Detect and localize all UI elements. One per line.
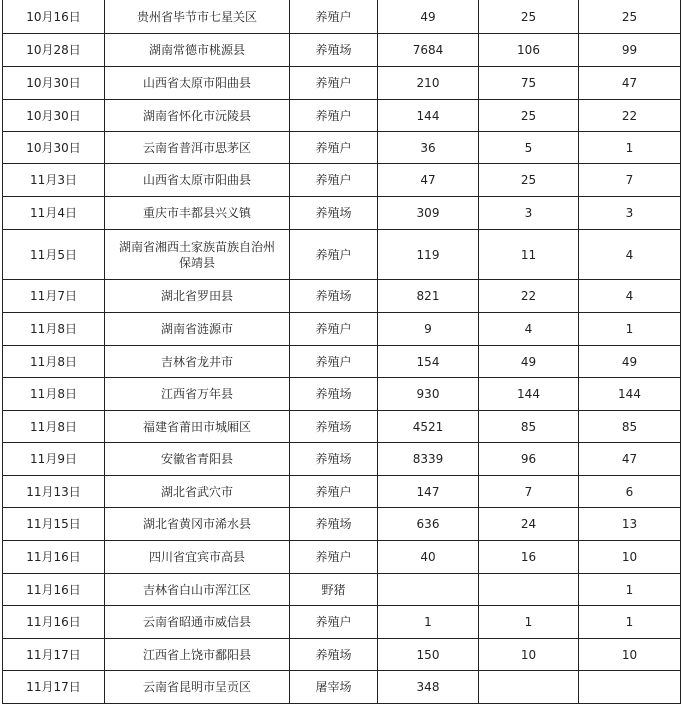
- date-cell: 11月8日: [3, 313, 105, 346]
- date-cell: 11月3日: [3, 164, 105, 197]
- death-count-cell: 47: [579, 67, 681, 100]
- stock-count-cell: 309: [378, 197, 479, 230]
- farm-type-cell: 养殖场: [290, 34, 378, 67]
- stock-count-cell: 7684: [378, 34, 479, 67]
- farm-type-cell: 养殖户: [290, 541, 378, 574]
- stock-count-cell: 49: [378, 0, 479, 34]
- death-count-cell: 25: [579, 0, 681, 34]
- location-cell: 云南省昆明市呈贡区: [105, 671, 290, 704]
- infected-count-cell: 1: [479, 606, 579, 639]
- date-cell: 11月17日: [3, 671, 105, 704]
- infected-count-cell: 24: [479, 508, 579, 541]
- infected-count-cell: 16: [479, 541, 579, 574]
- death-count-cell: 85: [579, 411, 681, 443]
- location-cell: 重庆市丰都县兴义镇: [105, 197, 290, 230]
- table-row: [3, 346, 681, 378]
- date-cell: 11月8日: [3, 346, 105, 378]
- infected-count-cell: 49: [479, 346, 579, 378]
- table-row: [3, 280, 681, 313]
- death-count-cell: 4: [579, 280, 681, 313]
- infected-count-cell: 106: [479, 34, 579, 67]
- date-cell: 11月7日: [3, 280, 105, 313]
- location-cell: 湖北省武穴市: [105, 476, 290, 508]
- farm-type-cell: 养殖户: [290, 230, 378, 280]
- stock-count-cell: 636: [378, 508, 479, 541]
- death-count-cell: 144: [579, 378, 681, 411]
- farm-type-cell: 养殖场: [290, 443, 378, 476]
- table-row: [3, 230, 681, 280]
- date-cell: 11月4日: [3, 197, 105, 230]
- infected-count-cell: [479, 574, 579, 606]
- location-cell: 湖北省黄冈市浠水县: [105, 508, 290, 541]
- death-count-cell: 3: [579, 197, 681, 230]
- infected-count-cell: 10: [479, 639, 579, 671]
- table-row: [3, 100, 681, 132]
- farm-type-cell: 野猪: [290, 574, 378, 606]
- table-row: [3, 0, 681, 34]
- location-cell: 江西省上饶市鄱阳县: [105, 639, 290, 671]
- location-cell: 湖北省罗田县: [105, 280, 290, 313]
- death-count-cell: 1: [579, 132, 681, 164]
- death-count-cell: 49: [579, 346, 681, 378]
- infected-count-cell: 85: [479, 411, 579, 443]
- death-count-cell: 1: [579, 313, 681, 346]
- farm-type-cell: 养殖场: [290, 411, 378, 443]
- infected-count-cell: 75: [479, 67, 579, 100]
- death-count-cell: 1: [579, 574, 681, 606]
- stock-count-cell: 9: [378, 313, 479, 346]
- farm-type-cell: 养殖场: [290, 280, 378, 313]
- farm-type-cell: 养殖场: [290, 508, 378, 541]
- death-count-cell: 4: [579, 230, 681, 280]
- infected-count-cell: 144: [479, 378, 579, 411]
- location-cell: 福建省莆田市城厢区: [105, 411, 290, 443]
- death-count-cell: 22: [579, 100, 681, 132]
- infected-count-cell: 25: [479, 100, 579, 132]
- location-cell: 湖南常德市桃源县: [105, 34, 290, 67]
- table-row: [3, 443, 681, 476]
- farm-type-cell: 养殖户: [290, 132, 378, 164]
- table-row: [3, 411, 681, 443]
- table-row: [3, 313, 681, 346]
- death-count-cell: 13: [579, 508, 681, 541]
- farm-type-cell: 养殖户: [290, 100, 378, 132]
- stock-count-cell: 47: [378, 164, 479, 197]
- table-row: [3, 132, 681, 164]
- infected-count-cell: 25: [479, 164, 579, 197]
- death-count-cell: 99: [579, 34, 681, 67]
- date-cell: 10月30日: [3, 67, 105, 100]
- date-cell: 10月30日: [3, 132, 105, 164]
- table-row: [3, 378, 681, 411]
- farm-type-cell: 养殖场: [290, 197, 378, 230]
- date-cell: 11月16日: [3, 574, 105, 606]
- date-cell: 11月15日: [3, 508, 105, 541]
- date-cell: 11月5日: [3, 230, 105, 280]
- stock-count-cell: 154: [378, 346, 479, 378]
- death-count-cell: 6: [579, 476, 681, 508]
- farm-type-cell: 养殖户: [290, 313, 378, 346]
- table-row: [3, 639, 681, 671]
- table-row: [3, 541, 681, 574]
- location-cell: 四川省宜宾市高县: [105, 541, 290, 574]
- location-cell: 安徽省青阳县: [105, 443, 290, 476]
- location-cell: 吉林省龙井市: [105, 346, 290, 378]
- stock-count-cell: [378, 574, 479, 606]
- stock-count-cell: 119: [378, 230, 479, 280]
- table-row: [3, 606, 681, 639]
- date-cell: 11月16日: [3, 541, 105, 574]
- date-cell: 11月9日: [3, 443, 105, 476]
- farm-type-cell: 屠宰场: [290, 671, 378, 704]
- location-cell: 贵州省毕节市七星关区: [105, 0, 290, 34]
- farm-type-cell: 养殖户: [290, 476, 378, 508]
- date-cell: 11月13日: [3, 476, 105, 508]
- farm-type-cell: 养殖场: [290, 378, 378, 411]
- death-count-cell: 47: [579, 443, 681, 476]
- location-cell: 湖南省湘西土家族苗族自治州保靖县: [105, 230, 290, 280]
- table-row: [3, 34, 681, 67]
- outbreak-table: [2, 0, 681, 704]
- date-cell: 11月17日: [3, 639, 105, 671]
- stock-count-cell: 1: [378, 606, 479, 639]
- location-cell: 山西省太原市阳曲县: [105, 164, 290, 197]
- infected-count-cell: 22: [479, 280, 579, 313]
- stock-count-cell: 40: [378, 541, 479, 574]
- location-cell: 江西省万年县: [105, 378, 290, 411]
- date-cell: 11月8日: [3, 378, 105, 411]
- date-cell: 11月16日: [3, 606, 105, 639]
- location-cell: 云南省昭通市威信县: [105, 606, 290, 639]
- table-row: [3, 476, 681, 508]
- date-cell: 10月16日: [3, 0, 105, 34]
- table-row: [3, 67, 681, 100]
- location-cell: 山西省太原市阳曲县: [105, 67, 290, 100]
- table-row: [3, 508, 681, 541]
- farm-type-cell: 养殖场: [290, 639, 378, 671]
- infected-count-cell: 96: [479, 443, 579, 476]
- date-cell: 11月8日: [3, 411, 105, 443]
- infected-count-cell: 3: [479, 197, 579, 230]
- farm-type-cell: 养殖户: [290, 164, 378, 197]
- farm-type-cell: 养殖户: [290, 606, 378, 639]
- date-cell: 10月28日: [3, 34, 105, 67]
- infected-count-cell: 7: [479, 476, 579, 508]
- farm-type-cell: 养殖户: [290, 0, 378, 34]
- infected-count-cell: 25: [479, 0, 579, 34]
- stock-count-cell: 147: [378, 476, 479, 508]
- stock-count-cell: 821: [378, 280, 479, 313]
- stock-count-cell: 4521: [378, 411, 479, 443]
- location-cell: 湖南省涟源市: [105, 313, 290, 346]
- location-cell: 云南省普洱市思茅区: [105, 132, 290, 164]
- death-count-cell: 10: [579, 541, 681, 574]
- infected-count-cell: 5: [479, 132, 579, 164]
- infected-count-cell: 4: [479, 313, 579, 346]
- stock-count-cell: 8339: [378, 443, 479, 476]
- death-count-cell: 7: [579, 164, 681, 197]
- table-row: [3, 164, 681, 197]
- stock-count-cell: 210: [378, 67, 479, 100]
- death-count-cell: 1: [579, 606, 681, 639]
- stock-count-cell: 36: [378, 132, 479, 164]
- table-row: [3, 197, 681, 230]
- death-count-cell: 10: [579, 639, 681, 671]
- location-cell: 吉林省白山市浑江区: [105, 574, 290, 606]
- table-row: [3, 574, 681, 606]
- farm-type-cell: 养殖户: [290, 67, 378, 100]
- farm-type-cell: 养殖户: [290, 346, 378, 378]
- outbreak-table-body: [3, 0, 681, 704]
- location-cell: 湖南省怀化市沅陵县: [105, 100, 290, 132]
- stock-count-cell: 144: [378, 100, 479, 132]
- stock-count-cell: 150: [378, 639, 479, 671]
- date-cell: 10月30日: [3, 100, 105, 132]
- stock-count-cell: 348: [378, 671, 479, 704]
- infected-count-cell: 11: [479, 230, 579, 280]
- stock-count-cell: 930: [378, 378, 479, 411]
